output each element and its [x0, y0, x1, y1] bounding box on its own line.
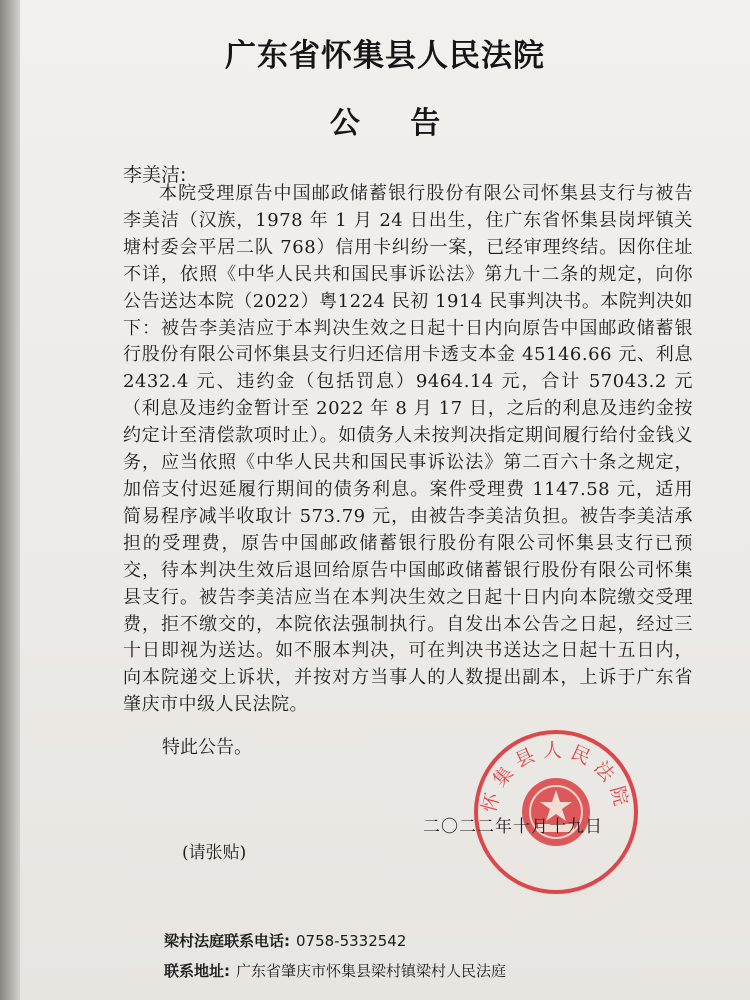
address-value: 广东省肇庆市怀集县梁村镇梁村人民法庭 [236, 962, 507, 980]
notice-page [20, 0, 750, 1000]
address-label: 联系地址: [164, 962, 230, 980]
contact-phone-line [164, 930, 406, 951]
phone-label: 梁村法庭联系电话: [164, 932, 290, 950]
contact-address-line [164, 960, 506, 981]
closing-line: 特此公告。 [162, 737, 252, 758]
notice-date: 二〇二二年十月十九日 [423, 817, 603, 837]
phone-value: 0758-5332542 [296, 932, 407, 950]
addressee: 李美洁: [123, 164, 187, 186]
notice-title: 公 告 [329, 106, 441, 141]
court-name-heading: 广东省怀集县人民法院 [225, 38, 545, 74]
notice-body-text: 本院受理原告中国邮政储蓄银行股份有限公司怀集县支行与被告李美洁（汉族，1978 年 1 月 24 日出生，住广东省怀集县岗坪镇关塘村委会平居二队 768）信用卡纠纷一案，已经审理终结。因你住址不详，依照《中华人民共和国民事诉讼法》第九十二条的规定，向你公告送达本院（2022）粤1224 民初 1914 民事判决书。本院判决如下：被告李美洁应于本判决生效之日起十日内向原告中国邮政储蓄银行股份有限公司怀集县支行归还信用卡透支本金 45146.66 元、利息 2432.4 元、违约金（包括罚息）9464.14 元，合计 57043.2 元（利息及违约金暂计至 2022 年 8 月 17 日，之后的利息及违约金按约定计至清偿款项时止）。如债务人未按判决指定期间履行给付金钱义务，应当依照《中华人民共和国民事诉讼法》第二百六十条之规定，加倍支付迟延履行期间的债务利息。案件受理费 1147.58 元，适用简易程序减半收取计 573.79 元，由被告李美洁负担。被告李美洁承担的受理费，原告中国邮政储蓄银行股份有限公司怀集县支行已预交，待本判决生效后退回给原告中国邮政储蓄银行股份有限公司怀集县支行。被告李美洁应当在本判决生效之日起十日内向本院缴交受理费，拒不缴交的，本院依法强制执行。自发出本公告之日起，经过三十日即视为送达。如不服本判决，可在判决书送达之日起十五日内，向本院递交上诉状，并按对方当事人的人数提出副本，上诉于广东省肇庆市中级人民法院。 [123, 183, 693, 716]
seal-text: 怀集县人民法院 [478, 739, 634, 815]
posting-note: (请张贴) [182, 843, 247, 863]
